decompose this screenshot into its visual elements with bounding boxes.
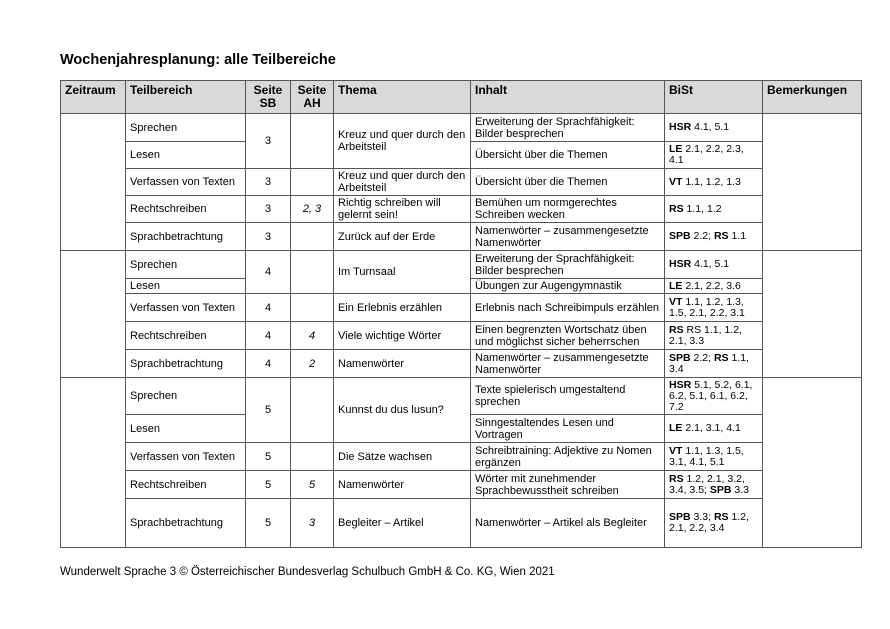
teilbereich-cell: Verfassen von Texten	[126, 294, 246, 322]
zeitraum-cell	[61, 378, 126, 548]
zeitraum-cell	[61, 251, 126, 378]
seite-ah-cell: 2, 3	[291, 196, 334, 223]
seite-ah-cell: 2	[291, 350, 334, 378]
seite-ah-cell: 5	[291, 471, 334, 499]
teilbereich-cell: Sprachbetrachtung	[126, 499, 246, 548]
zeitraum-cell	[61, 114, 126, 251]
thema-cell: Begleiter – Artikel	[334, 499, 471, 548]
seite-sb-cell: 4	[246, 251, 291, 294]
bist-cell: LE 2.1, 2.2, 2.3, 4.1	[665, 142, 763, 169]
bist-cell: VT 1.1, 1.2, 1.3	[665, 169, 763, 196]
seite-sb-cell: 5	[246, 378, 291, 443]
teilbereich-cell: Sprechen	[126, 378, 246, 415]
thema-cell: Richtig schreiben will gelernt sein!	[334, 196, 471, 223]
inhalt-cell: Schreibtraining: Adjektive zu Nomen ergänzen	[471, 443, 665, 471]
seite-sb-cell: 3	[246, 196, 291, 223]
bist-cell: SPB 2.2; RS 1.1, 3.4	[665, 350, 763, 378]
seite-ah-cell: 4	[291, 322, 334, 350]
seite-sb-cell: 3	[246, 169, 291, 196]
table-row	[61, 114, 862, 142]
seite-ah-cell	[291, 223, 334, 251]
seite-sb-cell: 5	[246, 443, 291, 471]
header-bemerkungen: Bemerkungen	[763, 81, 862, 114]
teilbereich-cell: Sprechen	[126, 114, 246, 142]
planning-table	[60, 80, 862, 548]
seite-ah-cell	[291, 114, 334, 169]
header-bist: BiSt	[665, 81, 763, 114]
teilbereich-cell: Lesen	[126, 142, 246, 169]
teilbereich-cell: Rechtschreiben	[126, 322, 246, 350]
inhalt-cell: Erweiterung der Sprachfähigkeit: Bilder besprechen	[471, 114, 665, 142]
inhalt-cell: Texte spielerisch umgestaltend sprechen	[471, 378, 665, 415]
bist-cell: VT 1.1, 1.2, 1.3, 1.5, 2.1, 2.2, 3.1	[665, 294, 763, 322]
seite-sb-cell: 5	[246, 499, 291, 548]
inhalt-cell: Namenwörter – zusammengesetzte Namenwörter	[471, 350, 665, 378]
teilbereich-cell: Verfassen von Texten	[126, 443, 246, 471]
bemerkungen-cell	[763, 114, 862, 251]
thema-cell: Ein Erlebnis erzählen	[334, 294, 471, 322]
seite-ah-cell	[291, 443, 334, 471]
header-inhalt: Inhalt	[471, 81, 665, 114]
seite-sb-cell: 4	[246, 350, 291, 378]
bist-cell: SPB 2.2; RS 1.1	[665, 223, 763, 251]
seite-ah-cell	[291, 378, 334, 443]
bist-cell: RS 1.1, 1.2	[665, 196, 763, 223]
inhalt-cell: Übungen zur Augengymnastik	[471, 279, 665, 294]
table-row	[61, 196, 862, 223]
header-zeitraum: Zeitraum	[61, 81, 126, 114]
bist-cell: LE 2.1, 2.2, 3.6	[665, 279, 763, 294]
table-row	[61, 499, 862, 548]
bist-cell: HSR 4.1, 5.1	[665, 114, 763, 142]
header-row	[61, 81, 862, 114]
table-row	[61, 251, 862, 279]
table-row	[61, 169, 862, 196]
seite-ah-cell	[291, 294, 334, 322]
seite-ah-cell	[291, 169, 334, 196]
inhalt-cell: Erweiterung der Sprachfähigkeit: Bilder besprechen	[471, 251, 665, 279]
header-seite-sb: Seite SB	[246, 81, 291, 114]
thema-cell: Kreuz und quer durch den Arbeitsteil	[334, 114, 471, 169]
bist-cell: HSR 4.1, 5.1	[665, 251, 763, 279]
thema-cell: Viele wichtige Wörter	[334, 322, 471, 350]
header-seite-ah: Seite AH	[291, 81, 334, 114]
table-row	[61, 294, 862, 322]
bist-cell: LE 2.1, 3.1, 4.1	[665, 415, 763, 443]
teilbereich-cell: Rechtschreiben	[126, 196, 246, 223]
thema-cell: Die Sätze wachsen	[334, 443, 471, 471]
thema-cell: Zurück auf der Erde	[334, 223, 471, 251]
inhalt-cell: Übersicht über die Themen	[471, 142, 665, 169]
bist-cell: SPB 3.3; RS 1.2, 2.1, 2.2, 3.4	[665, 499, 763, 548]
bemerkungen-cell	[763, 378, 862, 548]
seite-sb-cell: 3	[246, 223, 291, 251]
header-teilbereich: Teilbereich	[126, 81, 246, 114]
bemerkungen-cell	[763, 251, 862, 378]
thema-cell: Kunnst du dus lusun?	[334, 378, 471, 443]
table-row	[61, 443, 862, 471]
seite-ah-cell	[291, 251, 334, 294]
teilbereich-cell: Rechtschreiben	[126, 471, 246, 499]
inhalt-cell: Namenwörter – Artikel als Begleiter	[471, 499, 665, 548]
seite-sb-cell: 4	[246, 294, 291, 322]
seite-sb-cell: 5	[246, 471, 291, 499]
table-row	[61, 350, 862, 378]
teilbereich-cell: Sprachbetrachtung	[126, 223, 246, 251]
thema-cell: Im Turnsaal	[334, 251, 471, 294]
seite-ah-cell: 3	[291, 499, 334, 548]
seite-sb-cell: 3	[246, 114, 291, 169]
table-row	[61, 378, 862, 415]
teilbereich-cell: Sprachbetrachtung	[126, 350, 246, 378]
inhalt-cell: Übersicht über die Themen	[471, 169, 665, 196]
teilbereich-cell: Verfassen von Texten	[126, 169, 246, 196]
table-row	[61, 322, 862, 350]
header-thema: Thema	[334, 81, 471, 114]
teilbereich-cell: Lesen	[126, 279, 246, 294]
table-row	[61, 223, 862, 251]
thema-cell: Kreuz und quer durch den Arbeitsteil	[334, 169, 471, 196]
thema-cell: Namenwörter	[334, 350, 471, 378]
inhalt-cell: Wörter mit zunehmender Sprachbewusstheit schreiben	[471, 471, 665, 499]
inhalt-cell: Namenwörter – zusammengesetzte Namenwörter	[471, 223, 665, 251]
thema-cell: Namenwörter	[334, 471, 471, 499]
seite-sb-cell: 4	[246, 322, 291, 350]
footer-copyright: Wunderwelt Sprache 3 © Österreichischer Bundesverlag Schulbuch GmbH & Co. KG, Wien 2021	[60, 566, 555, 578]
inhalt-cell: Einen begrenzten Wortschatz üben und möglichst sicher beherrschen	[471, 322, 665, 350]
page-title: Wochenjahresplanung: alle Teilbereiche	[60, 52, 336, 68]
bist-cell: HSR 5.1, 5.2, 6.1, 6.2, 5.1, 6.1, 6.2, 7.2	[665, 378, 763, 415]
teilbereich-cell: Sprechen	[126, 251, 246, 279]
bist-cell: VT 1.1, 1.3, 1.5, 3.1, 4.1, 5.1	[665, 443, 763, 471]
bist-cell: RS RS 1.1, 1.2, 2.1, 3.3	[665, 322, 763, 350]
inhalt-cell: Bemühen um normgerechtes Schreiben wecken	[471, 196, 665, 223]
table-row	[61, 471, 862, 499]
inhalt-cell: Erlebnis nach Schreibimpuls erzählen	[471, 294, 665, 322]
teilbereich-cell: Lesen	[126, 415, 246, 443]
inhalt-cell: Sinngestaltendes Lesen und Vortragen	[471, 415, 665, 443]
bist-cell: RS 1.2, 2.1, 3.2, 3.4, 3.5; SPB 3.3	[665, 471, 763, 499]
